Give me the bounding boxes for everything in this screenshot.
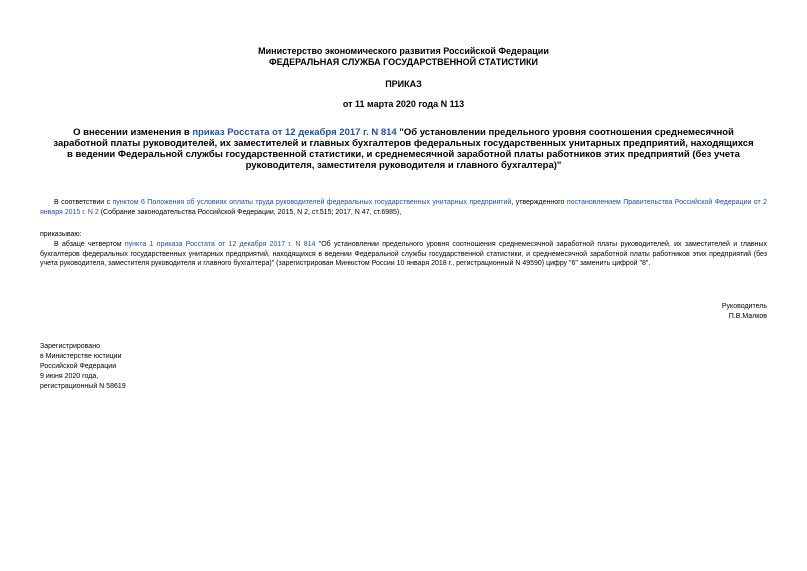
registration-line-2: в Министерстве юстиции bbox=[40, 353, 122, 360]
amendment-text-1: В абзаце четвертом bbox=[54, 241, 125, 248]
basis-text-1: В соответствии с bbox=[54, 199, 113, 206]
signature-name: П.В.Малков bbox=[728, 313, 767, 320]
registration-line-4: 9 июня 2020 года, bbox=[40, 373, 99, 380]
signature-block bbox=[722, 302, 767, 322]
title-prefix: О внесении изменения в bbox=[73, 127, 193, 138]
basis-text-3: (Собрание законодательства Российской Федерации, 2015, N 2, ст.515; 2017, N 47, ст.6985), bbox=[98, 208, 402, 216]
signature-position: Руководитель bbox=[721, 303, 767, 310]
amendment-text-2: "Об установлении предельного уровня соотношения среднемесячной заработной платы руководителей, их заместителей и главных бухгалтеров федеральных государственных унитарных предприятий, находящихся в ведении Федеральной службы государственной статистики, и среднемесячной заработной платы работников этих предприятий (без учета руководителя, заместителя руководителя и главного бухгалтера)" (зарегистрирован Минюстом России 10 января 2018 г., регистрационный N 49590) цифру "6" заменить цифрой "8". bbox=[40, 241, 767, 268]
link-order-814-point-1[interactable]: пункта 1 приказа Росстата от 12 декабря 2017 г. N 814 bbox=[124, 241, 316, 248]
service-name: ФЕДЕРАЛЬНАЯ СЛУЖБА ГОСУДАРСТВЕННОЙ СТАТИСТИКИ bbox=[269, 57, 538, 67]
basis-text-2: , утвержденного bbox=[511, 199, 567, 206]
registration-block bbox=[40, 342, 126, 392]
document-date: от 11 марта 2020 года N 113 bbox=[342, 99, 465, 109]
document-type: ПРИКАЗ bbox=[385, 79, 422, 89]
registration-line-3: Российской Федерации bbox=[40, 363, 117, 370]
title-link-order-814[interactable]: приказ Росстата от 12 декабря 2017 г. N 814 bbox=[192, 127, 397, 138]
document-title bbox=[52, 127, 755, 171]
link-government-decree-2[interactable]: постановлением Правительства Российской Федерации от 2 января 2015 г. N 2 bbox=[40, 199, 768, 216]
ministry-name: Министерство экономического развития Российской Федерации bbox=[258, 46, 549, 56]
link-regulation-point-6[interactable]: пунктом 6 Положения об условиях оплаты труда руководителей федеральных государственных унитарных предприятий bbox=[112, 199, 512, 206]
title-rest: "Об установлении предельного уровня соотношения среднемесячной заработной платы руководителей, их заместителей и главных бухгалтеров федеральных государственных унитарных предприятий, находящихся в ведении Федеральной службы государственной статистики, и среднемесячной заработной платы работников этих предприятий (без учета руководителя, заместителя руководителя и главного бухгалтера)" bbox=[53, 127, 754, 171]
registration-line-1: Зарегистрировано bbox=[40, 343, 100, 350]
registration-line-5: регистрационный N 58619 bbox=[40, 383, 126, 390]
order-word: приказываю: bbox=[40, 231, 82, 238]
paragraph-basis bbox=[40, 198, 767, 217]
paragraph-amendment bbox=[40, 240, 767, 269]
